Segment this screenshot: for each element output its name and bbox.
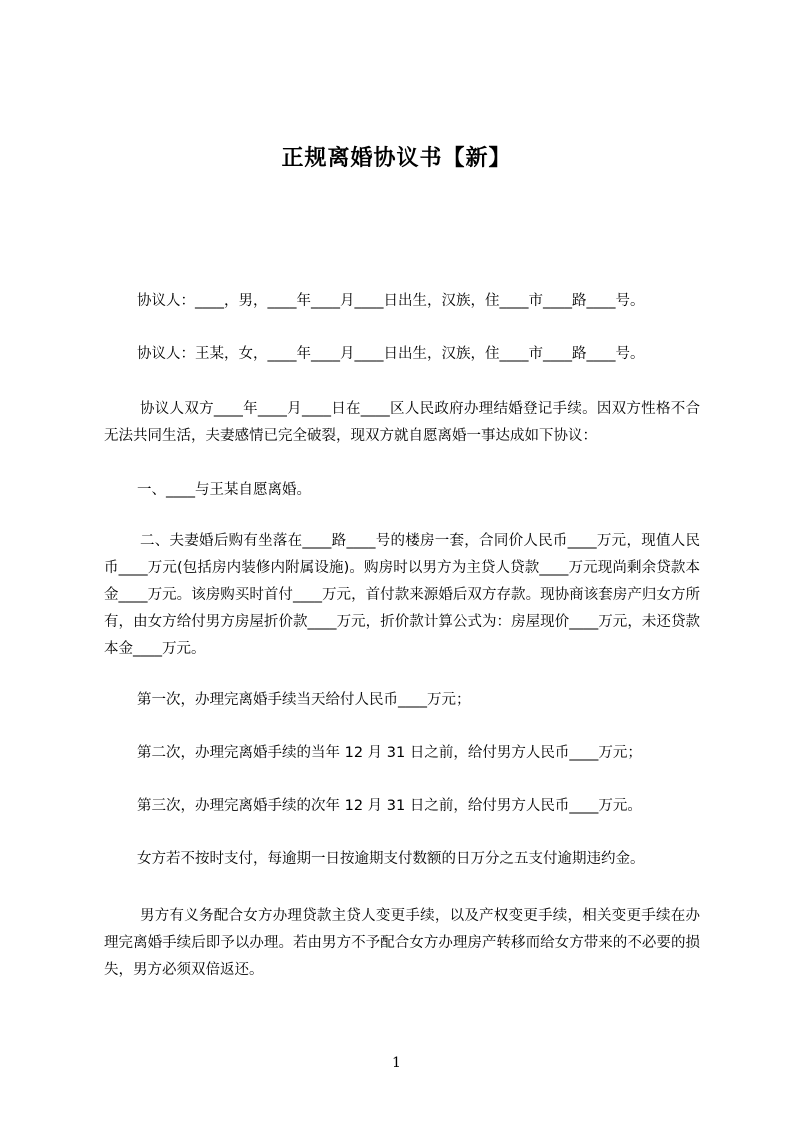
payment-third: 第三次，办理完离婚手续的次年 12 月 31 日之前，给付男方人民币____万元。: [137, 798, 642, 814]
loan-transfer-paragraph: 男方有义务配合女方办理贷款主贷人变更手续，以及产权变更手续，相关变更手续在办理完离婚手续后即予以办理。若由男方不予配合女方办理房产转移而给女方带来的不必要的损失，男方必须双倍返还。: [104, 908, 700, 978]
payment-second: 第二次，办理完离婚手续的当年 12 月 31 日之前，给付男方人民币____万元；: [137, 745, 642, 761]
clause-one: 一、____与王某自愿离婚。: [137, 482, 311, 498]
party-female-line: 协议人：王某，女，____年____月____日出生，汉族，住____市____路____号。: [137, 346, 645, 362]
marriage-registration-paragraph: 协议人双方____年____月____日在____区人民政府办理结婚登记手续。因双方性格不合无法共同生活，夫妻感情已完全破裂，现双方就自愿离婚一事达成如下协议：: [104, 401, 700, 444]
document-title: 正规离婚协议书【新】: [281, 146, 512, 171]
page-number: 1: [392, 1055, 401, 1071]
late-payment-penalty: 女方若不按时支付，每逾期一日按逾期支付数额的日万分之五支付逾期违约金。: [137, 851, 645, 867]
party-male-line: 协议人：____，男，____年____月____日出生，汉族，住____市____路____号。: [137, 293, 645, 309]
clause-two-property: 二、夫妻婚后购有坐落在____路____号的楼房一套，合同价人民币____万元，现值人民币____万元(包括房内装修内附属设施)。购房时以男方为主贷人贷款____万元现尚剩余贷款本金____万元。该房购买时首付____万元，首付款来源婚后双方存款。现协商该套房产归女方所有，由女方给付男方房屋折价款____万元，折价款计算公式为：房屋现价____万元，未还贷款本金____万元。: [104, 533, 700, 657]
payment-first: 第一次，办理完离婚手续当天给付人民币____万元；: [137, 692, 471, 708]
